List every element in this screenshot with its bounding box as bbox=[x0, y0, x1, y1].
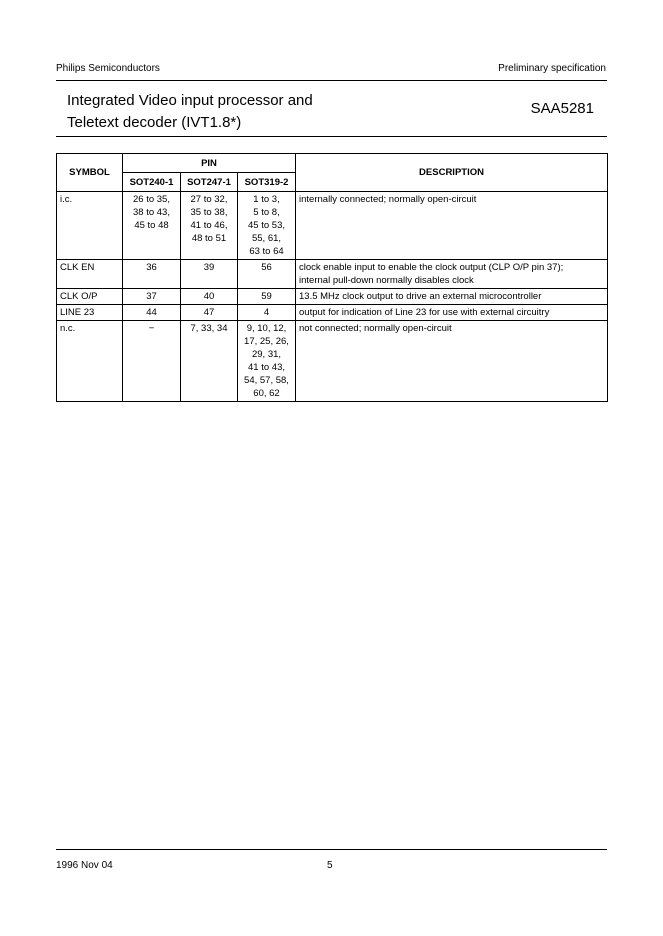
table-row bbox=[57, 260, 608, 289]
cell-line: not connected; normally open-circuit bbox=[299, 323, 452, 334]
table-row bbox=[57, 321, 608, 402]
col-header-symbol: SYMBOL bbox=[57, 154, 123, 192]
cell-line: 40 bbox=[203, 291, 215, 302]
cell-line: 35 to 38, bbox=[190, 207, 228, 218]
description-cell bbox=[296, 192, 608, 260]
symbol-cell: n.c. bbox=[57, 321, 123, 402]
header-company: Philips Semiconductors bbox=[56, 63, 160, 74]
sot319-2-cell bbox=[238, 305, 296, 321]
table-row bbox=[57, 289, 608, 305]
cell-line: 47 bbox=[203, 307, 215, 318]
cell-line: output for indication of Line 23 for use with external circuitry bbox=[299, 307, 550, 318]
table-row bbox=[57, 192, 608, 260]
col-header-sot240-1: SOT240-1 bbox=[123, 173, 181, 192]
cell-line: 26 to 35, bbox=[133, 194, 170, 205]
cell-line: 59 bbox=[261, 291, 272, 302]
cell-line: 41 to 46, bbox=[190, 220, 228, 231]
symbol-cell: i.c. bbox=[57, 192, 123, 260]
sot319-2-cell bbox=[238, 192, 296, 260]
cell-line: 55, 61, bbox=[251, 233, 282, 244]
cell-line: 13.5 MHz clock output to drive an external microcontroller bbox=[299, 291, 542, 302]
document-title bbox=[67, 90, 313, 134]
col-header-description: DESCRIPTION bbox=[296, 154, 608, 192]
cell-line: 27 to 32, bbox=[190, 194, 228, 205]
cell-line: 41 to 43, bbox=[248, 362, 285, 373]
cell-line: 48 to 51 bbox=[191, 233, 227, 244]
title-line-2: Teletext decoder (IVT1.8*) bbox=[67, 114, 242, 131]
title-line-1: Integrated Video input processor and bbox=[67, 92, 313, 109]
col-header-sot319-2: SOT319-2 bbox=[238, 173, 296, 192]
description-cell bbox=[296, 260, 608, 289]
header-rule-bottom bbox=[56, 136, 607, 137]
table-row bbox=[57, 305, 608, 321]
sot240-1-cell bbox=[123, 260, 181, 289]
cell-line: 39 bbox=[203, 262, 215, 273]
cell-line: 44 bbox=[146, 307, 157, 318]
cell-line: 38 to 43, bbox=[133, 207, 170, 218]
sot240-1-cell bbox=[123, 321, 181, 402]
cell-line: 7, 33, 34 bbox=[190, 323, 228, 334]
cell-line: 29, 31, bbox=[251, 349, 282, 360]
sot247-1-cell bbox=[181, 260, 238, 289]
header-rule-top bbox=[56, 80, 607, 81]
sot247-1-cell bbox=[181, 289, 238, 305]
sot319-2-cell bbox=[238, 260, 296, 289]
symbol-cell: LINE 23 bbox=[57, 305, 123, 321]
col-header-sot247-1: SOT247-1 bbox=[181, 173, 238, 192]
footer-date: 1996 Nov 04 bbox=[56, 860, 113, 871]
cell-line: − bbox=[148, 323, 155, 334]
cell-line: 56 bbox=[261, 262, 272, 273]
description-cell bbox=[296, 289, 608, 305]
cell-line: clock enable input to enable the clock output (CLP O/P pin 37); bbox=[299, 262, 564, 273]
cell-line: 54, 57, 58, bbox=[244, 375, 289, 386]
cell-line: 5 to 8, bbox=[253, 207, 280, 218]
cell-line: 9, 10, 12, bbox=[246, 323, 287, 334]
sot247-1-cell bbox=[181, 192, 238, 260]
cell-line: 4 bbox=[263, 307, 270, 318]
cell-line: 1 to 3, bbox=[253, 194, 280, 205]
description-cell bbox=[296, 321, 608, 402]
symbol-cell: CLK O/P bbox=[57, 289, 123, 305]
sot247-1-cell bbox=[181, 305, 238, 321]
footer-rule bbox=[56, 849, 607, 850]
cell-line: internal pull-down normally disables clock bbox=[299, 275, 474, 286]
cell-line: 37 bbox=[146, 291, 157, 302]
sot240-1-cell bbox=[123, 289, 181, 305]
sot319-2-cell bbox=[238, 289, 296, 305]
part-number: SAA5281 bbox=[530, 100, 594, 117]
symbol-cell: CLK EN bbox=[57, 260, 123, 289]
description-cell bbox=[296, 305, 608, 321]
sot247-1-cell bbox=[181, 321, 238, 402]
cell-line: 17, 25, 26, bbox=[244, 336, 289, 347]
header-status: Preliminary specification bbox=[498, 63, 606, 74]
cell-line: 45 to 53, bbox=[248, 220, 285, 231]
sot240-1-cell bbox=[123, 305, 181, 321]
cell-line: 63 to 64 bbox=[249, 246, 284, 257]
cell-line: internally connected; normally open-circuit bbox=[299, 194, 477, 205]
cell-line: 36 bbox=[146, 262, 157, 273]
sot319-2-cell bbox=[238, 321, 296, 402]
page-number: 5 bbox=[327, 860, 333, 871]
sot240-1-cell bbox=[123, 192, 181, 260]
col-header-pin: PIN bbox=[123, 154, 296, 173]
pin-table bbox=[56, 153, 608, 402]
cell-line: 60, 62 bbox=[253, 388, 280, 399]
cell-line: 45 to 48 bbox=[134, 220, 169, 231]
